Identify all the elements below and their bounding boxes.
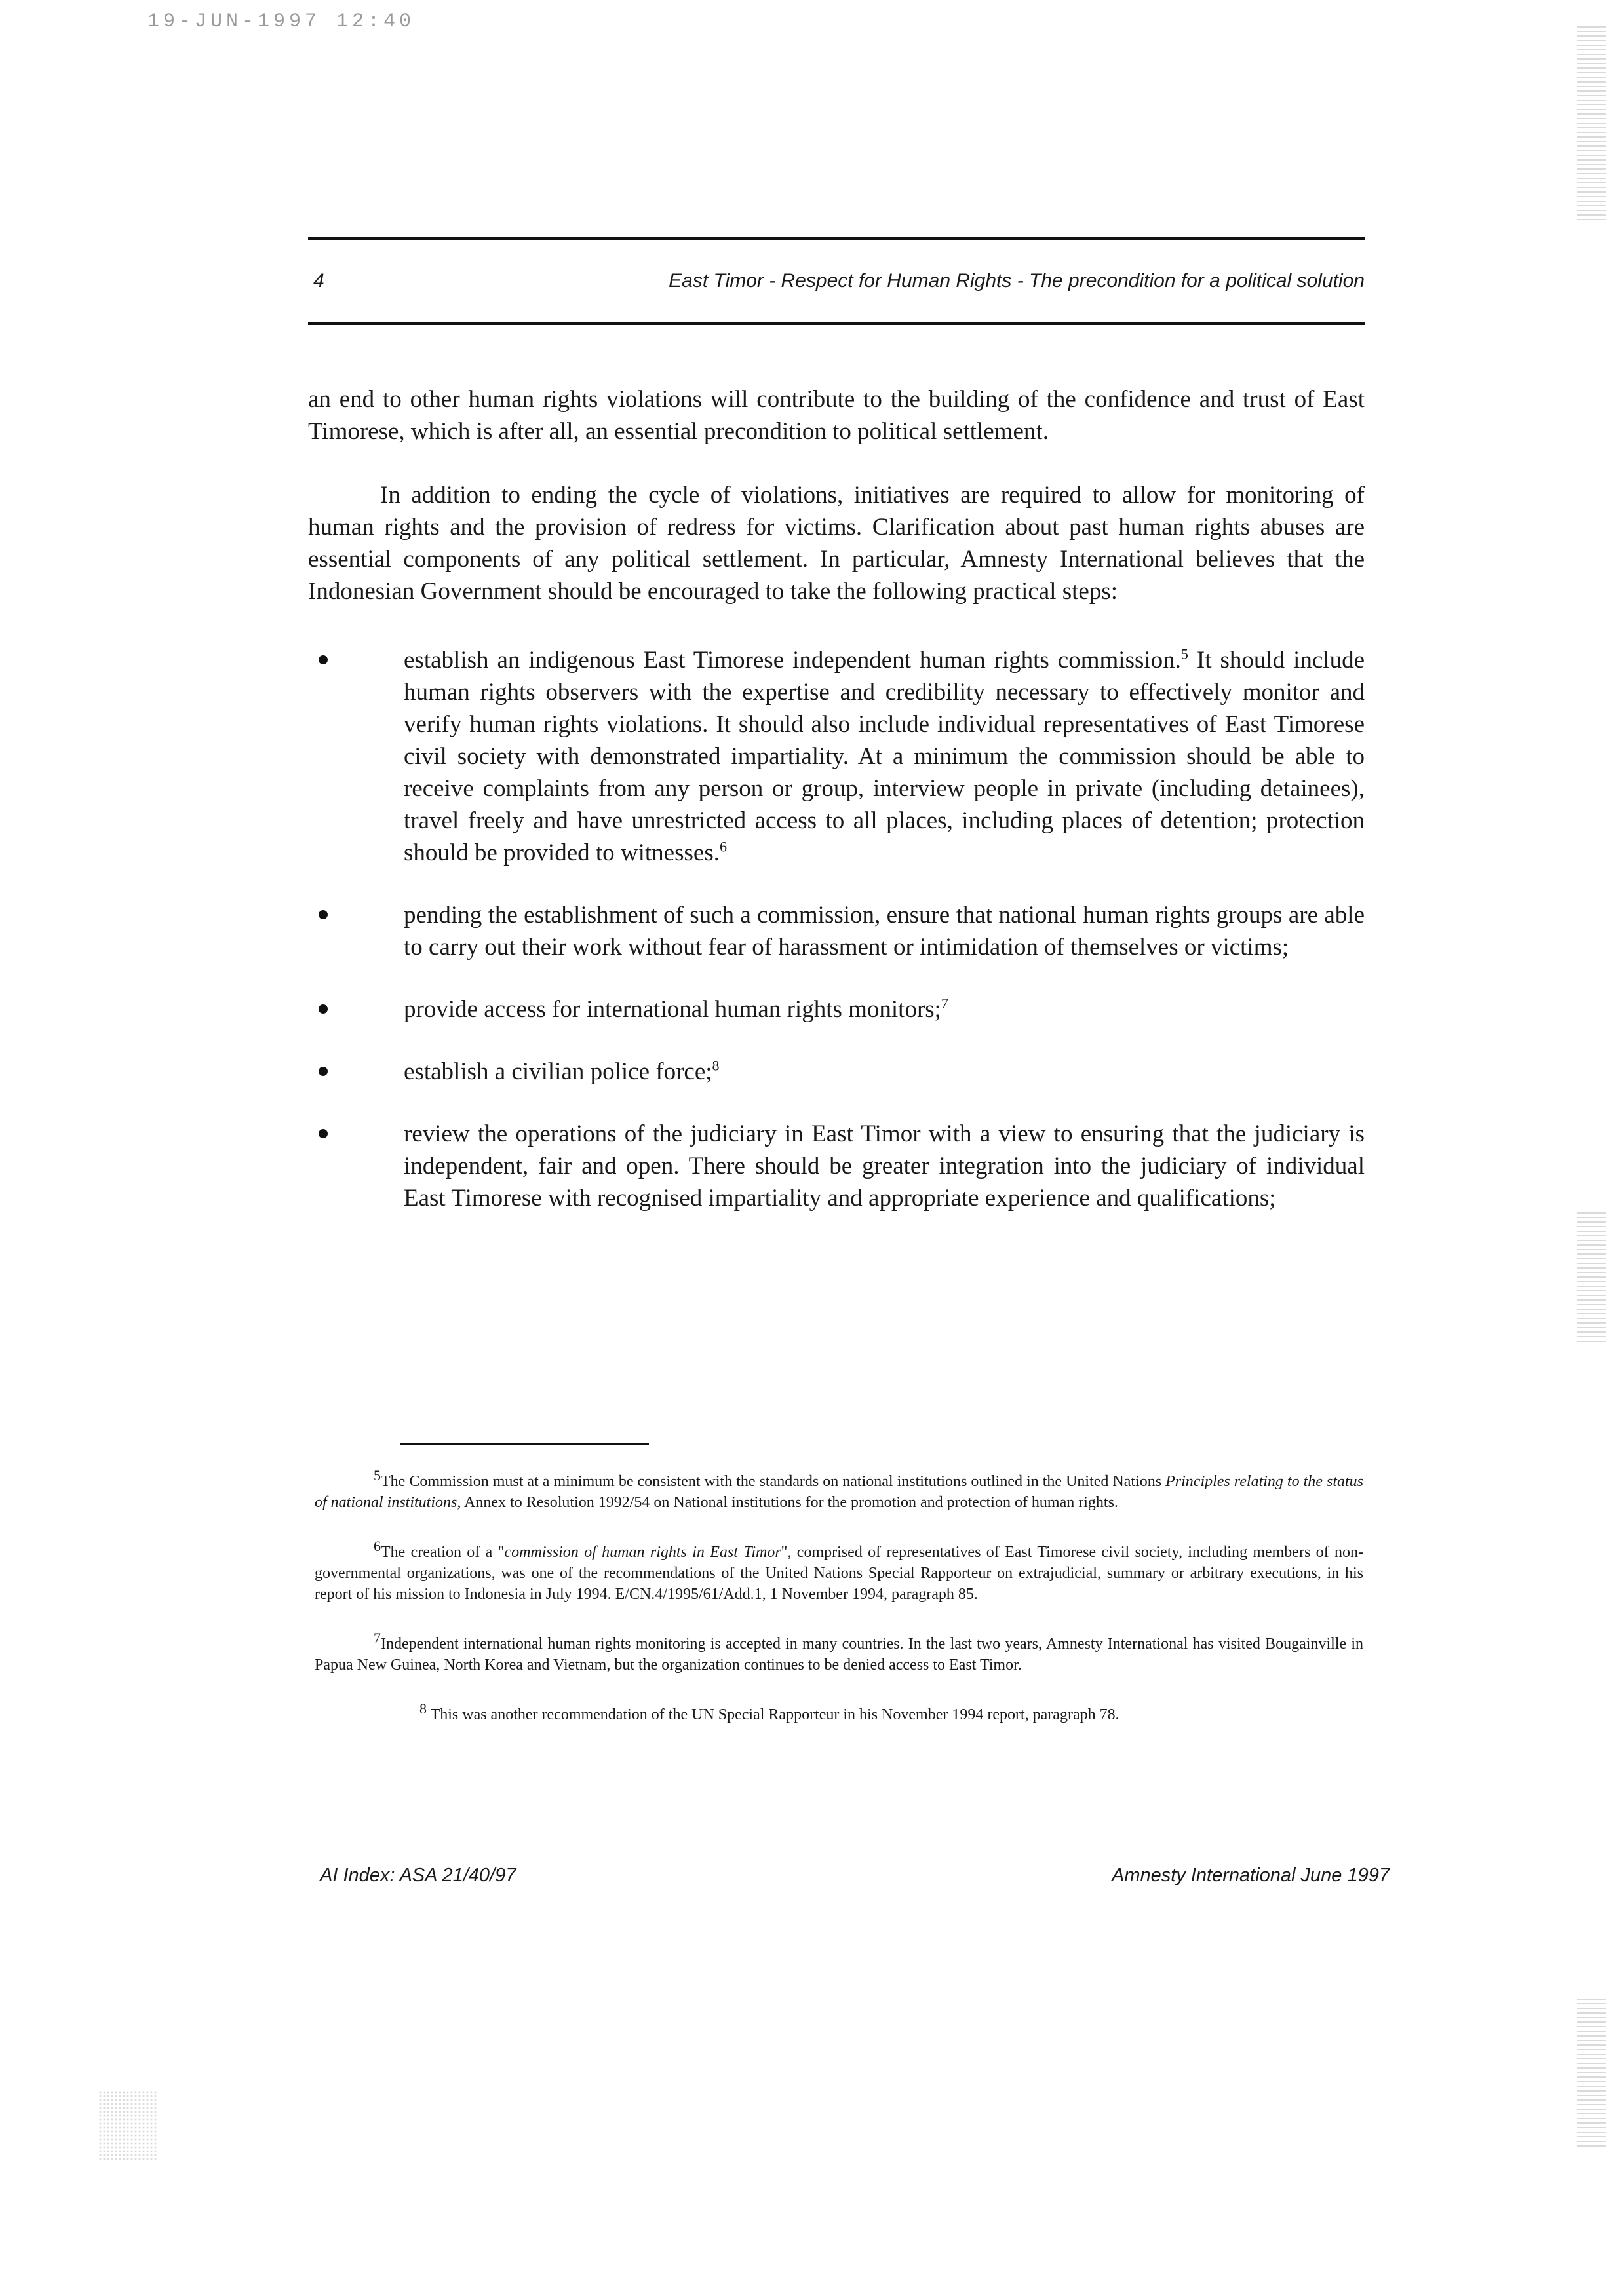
body-text	[308, 383, 1365, 1244]
footnote-separator	[400, 1443, 649, 1445]
ai-index: AI Index: ASA 21/40/97	[320, 1865, 516, 1886]
footnote	[315, 1467, 1363, 1513]
footnote	[315, 1538, 1363, 1605]
header-rule-bottom	[308, 322, 1365, 325]
list-item	[308, 993, 1365, 1025]
header-rule-top	[308, 237, 1365, 240]
scan-smudge	[98, 2090, 157, 2162]
scan-edge-noise	[1577, 26, 1606, 223]
footnote	[315, 1700, 1363, 1725]
fax-header: 19-JUN-1997 12:40	[147, 10, 416, 33]
footnotes	[315, 1467, 1363, 1754]
footnote-number: 8	[419, 1700, 427, 1717]
scan-edge-noise	[1577, 1999, 1606, 2149]
footnote-text: Independent international human rights monitoring is accepted in many countries. In the last two years, Amnesty International has visited Bougainville in Papua New Guinea, North Korea and Vietnam, but the organization continues to be denied access to East Timor.	[315, 1636, 1363, 1674]
bullet-dot-icon	[319, 1129, 328, 1138]
paragraph-2: In addition to ending the cycle of violations, initiatives are required to allow for monitoring of human rights and the provision of redress for victims. Clarification about past human rights abuses are essential components of any political settlement. In particular, Amnesty International believes that the Indonesian Government should be encouraged to take the following practical steps:	[308, 482, 1365, 605]
running-head	[308, 270, 1365, 303]
footnote-number: 6	[374, 1538, 381, 1554]
list-item	[308, 644, 1365, 869]
footnote	[315, 1630, 1363, 1675]
footnote-text: The Commission must at a minimum be consistent with the standards on national institutions outlined in the United Nations	[381, 1473, 1166, 1490]
list-item-text: establish a civilian police force;	[404, 1058, 712, 1085]
footnote-ref[interactable]: 6	[719, 838, 727, 855]
running-head-title: East Timor - Respect for Human Rights - The precondition for a political solution	[669, 270, 1365, 292]
footnote-number: 5	[374, 1467, 381, 1483]
footnote-ref[interactable]: 5	[1180, 645, 1188, 662]
bullet-dot-icon	[319, 910, 328, 919]
practical-steps-list	[308, 644, 1365, 1214]
scan-edge-noise	[1577, 1212, 1606, 1343]
list-item	[308, 899, 1365, 963]
footnote-ref[interactable]: 7	[941, 995, 948, 1012]
bullet-dot-icon	[319, 655, 328, 664]
footnote-text: This was another recommendation of the UN Special Rapporteur in his November 1994 report, paragraph 78.	[427, 1706, 1119, 1723]
footnote-italic: commission of human rights in East Timor	[504, 1544, 781, 1561]
footnote-text: ", comprised of representatives of East Timorese civil society, including members of non-governmental organizations, was one of the recommendations of the United Nations Special Rapporteur on extrajudicial, summary or arbitrary executions, in his report of his mission to Indonesia in July 1994. E/CN.4/1995/61/Add.1, 1 November 1994, paragraph 85.	[315, 1544, 1363, 1603]
publisher-date: Amnesty International June 1997	[1112, 1865, 1390, 1886]
list-item	[308, 1056, 1365, 1088]
footnote-text: , Annex to Resolution 1992/54 on National institutions for the promotion and protection of human rights.	[457, 1494, 1118, 1511]
footnote-number: 7	[374, 1630, 381, 1646]
footnote-italic: Principles relating to the status of national institutions	[315, 1473, 1363, 1511]
paragraph-1: an end to other human rights violations will contribute to the building of the confidence and trust of East Timorese, which is after all, an essential precondition to political settlement.	[308, 386, 1365, 445]
list-item	[308, 1118, 1365, 1214]
list-item-text: provide access for international human rights monitors;	[404, 996, 941, 1023]
list-item-text: It should include human rights observers with the expertise and credibility necessary to effectively monitor and verify human rights violations. It should also include individual representatives of East Timorese civil society with demonstrated impartiality. At a minimum the commission should be able to receive complaints from any person or group, interview people in private (including detainees), travel freely and have unrestricted access to all places, including places of detention; protection should be provided to witnesses.	[404, 647, 1365, 866]
bullet-dot-icon	[319, 1067, 328, 1076]
page-number: 4	[313, 270, 324, 292]
footnote-ref[interactable]: 8	[712, 1057, 720, 1074]
list-item-text: pending the establishment of such a commission, ensure that national human rights groups are able to carry out their work without fear of harassment or intimidation of themselves or victims;	[404, 902, 1365, 961]
footnote-text: The creation of a "	[381, 1544, 505, 1561]
bullet-dot-icon	[319, 1004, 328, 1014]
page-footer	[320, 1865, 1390, 1891]
list-item-text: review the operations of the judiciary in East Timor with a view to ensuring that the judiciary is independent, fair and open. There should be greater integration into the judiciary of individual East Timorese with recognised impartiality and appropriate experience and qualifications;	[404, 1120, 1365, 1212]
list-item-text: establish an indigenous East Timorese independent human rights commission.	[404, 647, 1181, 674]
